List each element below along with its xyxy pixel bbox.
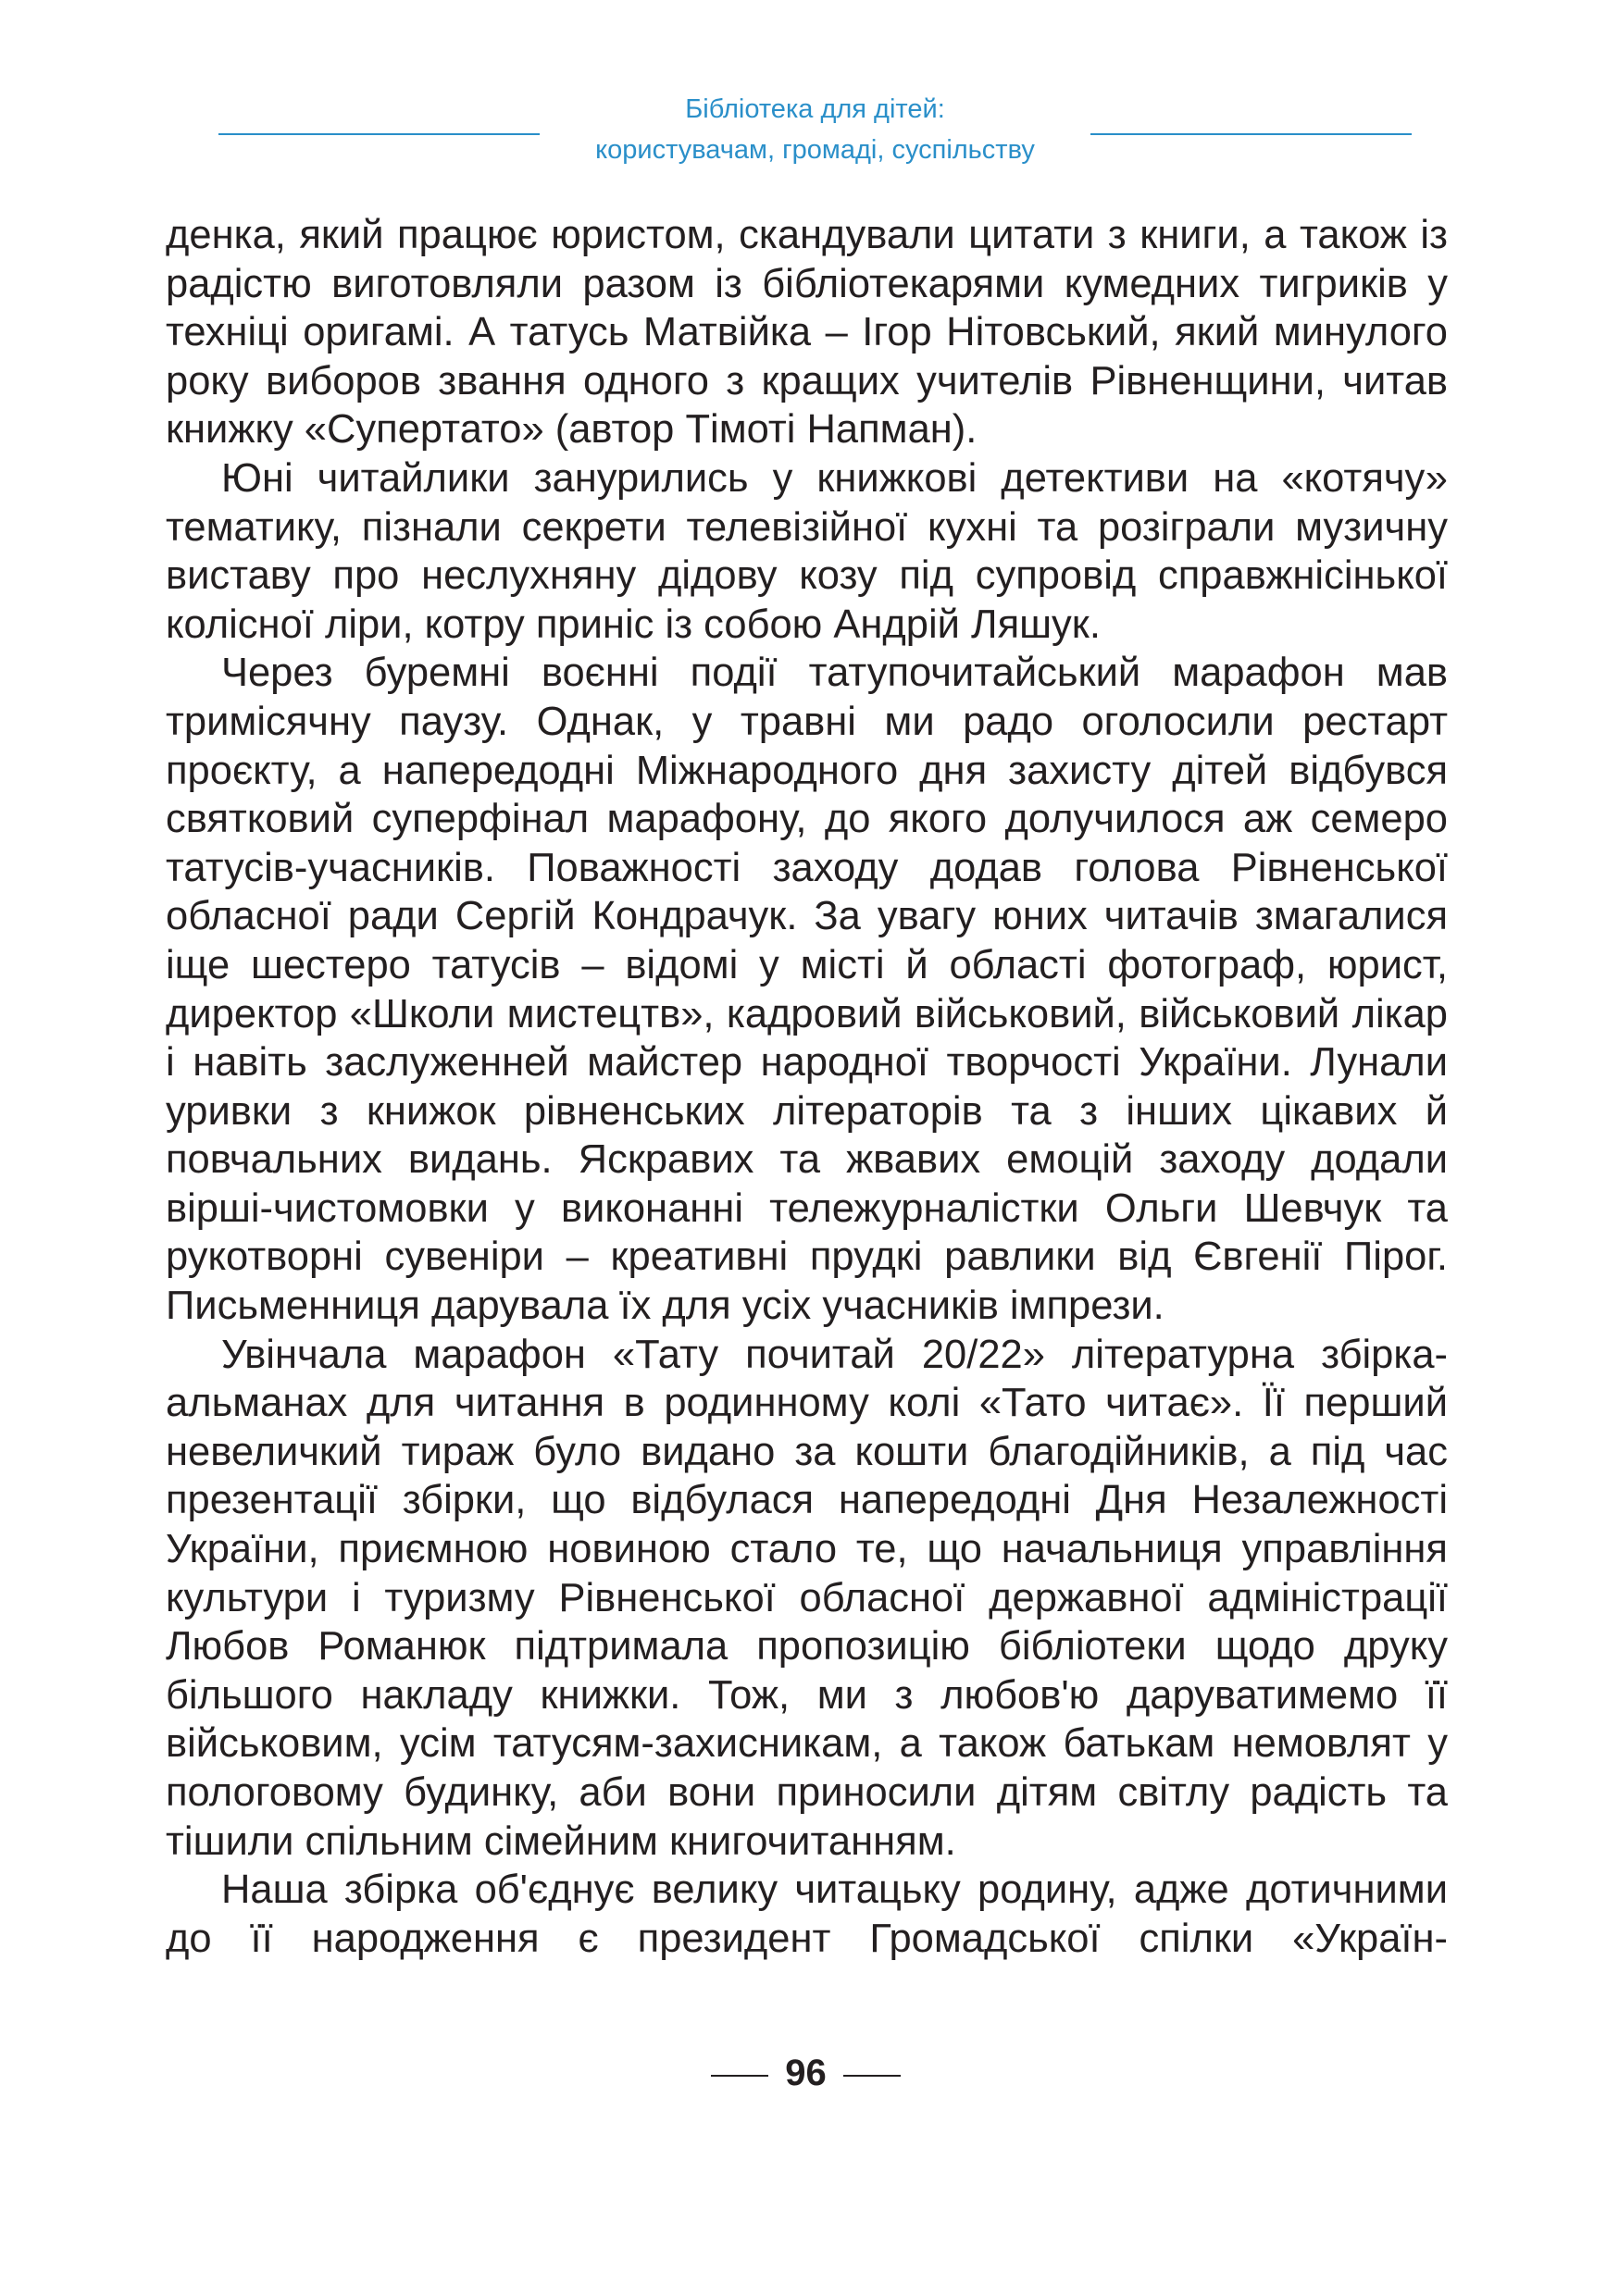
- header-rule-right: [1090, 133, 1412, 135]
- footer-rule-right: [843, 2075, 901, 2077]
- header-rule-left: [218, 133, 540, 135]
- running-header-title: [540, 89, 1090, 170]
- paragraph: Юні читайлики занурились у книжкові детективи на «котячу» тематику, пізнали секрети телевізійної кухні та розіграли музичну виставу про неслухняну дідову козу під супровід справжнісінької колісної ліри, котру приніс із собою Андрій Ляшук.: [166, 455, 1448, 647]
- paragraph: Через буремні воєнні події татупочитайський марафон мав тримісячну паузу. Однак, у травні ми радо оголосили рестарт проєкту, а напередодні Міжнародного дня захисту дітей відбувся святковий суперфінал марафону, до якого долучилося аж семеро татусів-учасників. Поважності заходу додав голова Рівненської обласної ради Сергій Кондрачук. За увагу юних читачів змагалися іще шестеро татусів – відомі у місті й області фотограф, юрист, директор «Школи мистецтв», кадровий військовий, військовий лікар і навіть заслуженней майстер народної творчості України. Лунали уривки з книжок рівненських літераторів та з інших цікавих й повчальних видань. Яскравих та жвавих емоцій заходу додали вірші-чистомовки у виконанні тележурналістки Ольги Шевчук та рукотворні сувеніри – креативні прудкі равлики від Євгенії Пірог. Письменниця дарувала їх для усіх учасників імпрези.: [166, 651, 1448, 1329]
- paragraph-continues: Наша збірка об'єднує велику читацьку родину, адже дотичними до її народження є президент Громадської спілки «Україн-: [166, 1868, 1448, 1961]
- page-footer: [0, 2045, 1619, 2101]
- paragraph-continued: денка, який працює юристом, скандували цитати з книги, а також із радістю виготовляли разом із бібліотекарями кумедних тигриків у техніці оригамі. А татусь Матвійка – Ігор Нітовський, який минулого року виборов звання одного з кращих учителів Рівненщини, читав книжку «Супертато» (автор Тімоті Напман).: [166, 213, 1448, 453]
- page-number: 96: [785, 2053, 827, 2093]
- running-header: [0, 89, 1619, 172]
- paragraph: Увінчала марафон «Тату почитай 20/22» літературна збірка-альманах для читання в родинному колі «Тато читає». Її перший невеличкий тираж було видано за кошти благодійників, а під час презентації збірки, що відбулася напередодні Дня Незалежності України, приємною новиною стало те, що начальниця управління культури і туризму Рівненської обласної державної адміністрації Любов Романюк підтримала пропозицію бібліотеки щодо друку більшого накладу книжки. Тож, ми з любов'ю даруватимемо її військовим, усім татусям-захисникам, а також батькам немовлят у пологовому будинку, аби вони приносили дітям світлу радість та тішили спільним сімейним книгочитанням.: [166, 1332, 1448, 1864]
- running-header-line-2: користувачам, громаді, суспільству: [595, 135, 1035, 165]
- running-header-line-1: Бібліотека для дітей:: [685, 94, 945, 124]
- footer-rule-left: [711, 2075, 768, 2077]
- body-text: [166, 211, 1448, 1963]
